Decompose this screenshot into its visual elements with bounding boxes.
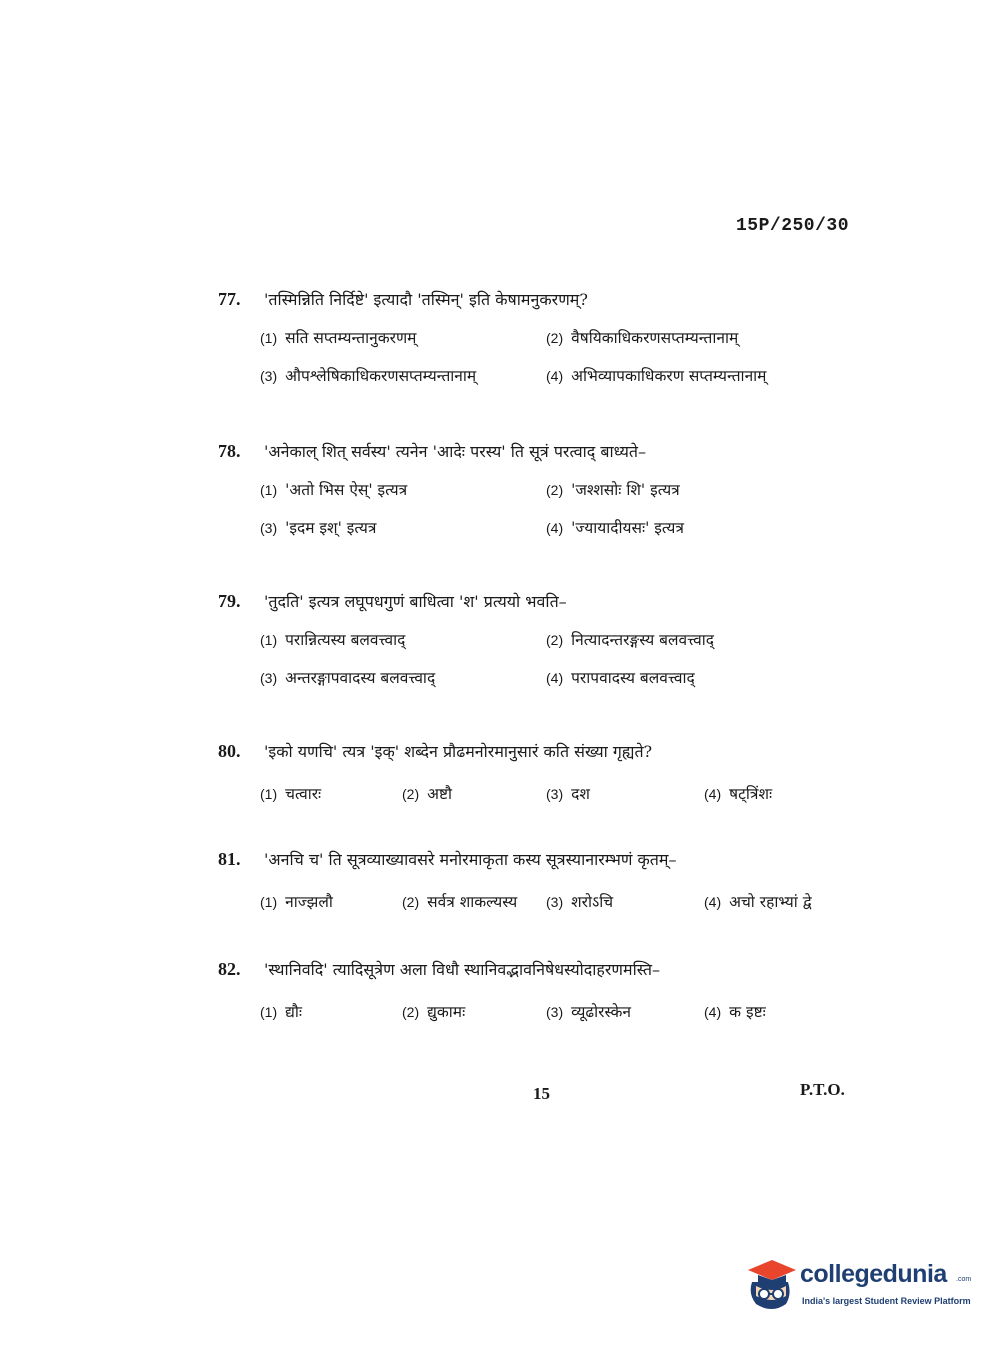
question-number: 81. [218,849,241,869]
options [260,478,858,538]
option-2: (2) अष्टौ [402,785,453,803]
option-1: (1) परान्नित्यस्य बलवत्त्वाद् [260,631,406,649]
option-3: (3) व्यूढोरस्केन [546,1003,632,1021]
question-number: 80. [218,741,241,761]
option-2: (2) द्युकामः [402,1003,466,1021]
question-text: 'अनेकाल् शित् सर्वस्य' त्यनेन 'आदेः परस्य' ति सूत्रं परत्वाद् बाध्यते– [264,442,647,461]
options [260,890,858,912]
question-82 [218,958,858,1022]
options [260,326,858,386]
option-1: (1) नाज्झलौ [260,893,333,911]
question-77 [218,288,858,386]
option-3: (3) औपश्लेषिकाधिकरणसप्तम्यन्तानाम् [260,367,477,385]
option-2: (2) वैषयिकाधिकरणसप्तम्यन्तानाम् [546,329,739,347]
options [260,1000,858,1022]
brand-tagline: India's largest Student Review Platform [802,1296,971,1306]
option-1: (1) द्यौः [260,1003,303,1021]
question-text: 'स्थानिवदि' त्यादिसूत्रेण अला विधौ स्थानिवद्भावनिषेधस्योदाहरणमस्ति– [264,960,661,979]
option-4: (4) परापवादस्य बलवत्त्वाद् [546,669,695,687]
option-3: (3) अन्तरङ्गापवादस्य बलवत्त्वाद् [260,669,436,687]
option-3: (3) दश [546,785,590,803]
graduate-mascot-icon [742,1252,798,1314]
option-1: (1) चत्वारः [260,785,322,803]
question-number: 77. [218,289,241,309]
option-1: (1) 'अतो भिस ऐस्' इत्यत्र [260,481,408,499]
question-80 [218,740,858,804]
option-4: (4) अभिव्यापकाधिकरण सप्तम्यन्तानाम् [546,367,767,385]
option-2: (2) 'जश्शसोः शि' इत्यत्र [546,481,680,499]
question-79 [218,590,858,688]
question-text: 'अनचि च' ति सूत्रव्याख्यावसरे मनोरमाकृता कस्य सूत्रस्यानारम्भणं कृतम्– [264,850,677,869]
question-number: 82. [218,959,241,979]
brand-name: collegedunia [800,1260,947,1288]
options [260,628,858,688]
question-number: 79. [218,591,241,611]
question-text: 'तस्मिन्निति निर्दिष्टे' इत्यादौ 'तस्मिन्' इति केषामनुकरणम्? [264,290,588,309]
brand-suffix: .com [956,1276,972,1283]
paper-code: 15P/250/30 [736,216,850,236]
option-4: (4) क इष्टः [704,1003,766,1021]
question-text: 'इको यणचि' त्यत्र 'इक्' शब्देन प्रौढमनोरमानुसारं कति संख्या गृह्यते? [264,742,653,761]
collegedunia-watermark [742,1252,972,1316]
question-81 [218,848,858,912]
question-number: 78. [218,441,241,461]
option-3: (3) 'इदम इश्' इत्यत्र [260,519,377,537]
question-78 [218,440,858,538]
option-2: (2) सर्वत्र शाकल्यस्य [402,893,518,911]
pto-label: P.T.O. [800,1080,845,1099]
question-text: 'तुदति' इत्यत्र लघूपधगुणं बाधित्वा 'श' प्रत्ययो भवति– [264,592,567,611]
option-4: (4) अचो रहाभ्यां द्वे [704,893,812,911]
option-1: (1) सति सप्तम्यन्तानुकरणम् [260,329,417,347]
option-4: (4) 'ज्यायादीयसः' इत्यत्र [546,519,684,537]
page-number: 15 [533,1084,550,1103]
option-3: (3) शरोऽचि [546,893,614,911]
options [260,782,858,804]
option-4: (4) षट्त्रिंशः [704,785,773,803]
option-2: (2) नित्यादन्तरङ्गस्य बलवत्त्वाद् [546,631,715,649]
